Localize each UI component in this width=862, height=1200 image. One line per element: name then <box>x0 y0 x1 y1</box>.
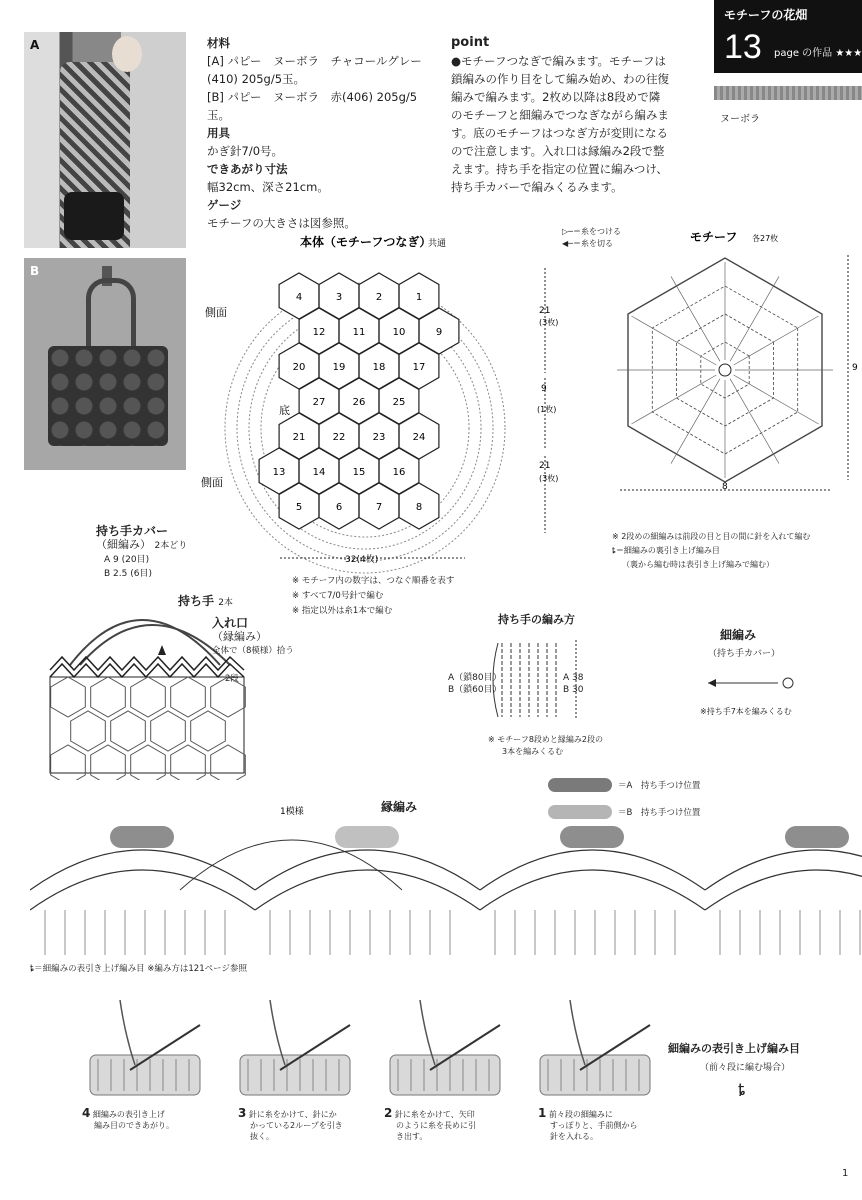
step-1-num: 1 <box>538 1106 547 1120</box>
motif-number: 2 <box>375 292 383 303</box>
steps-title: 細編みの表引き上げ編み目 <box>668 1042 800 1055</box>
handle-b-len: B 30 <box>563 685 584 695</box>
handle-note: 3本を編みくるむ <box>502 747 564 756</box>
opening-rows: 2段 <box>225 674 239 684</box>
motif-count: 各27枚 <box>752 234 779 243</box>
side-label-top: 側面 <box>205 306 227 319</box>
motif-number: 26 <box>352 397 366 408</box>
step-3-num: 3 <box>238 1106 247 1120</box>
motif-number: 13 <box>272 467 286 478</box>
pattern-label: 1模様 <box>280 807 304 817</box>
handle-position-band <box>110 826 174 848</box>
header-title: モチーフの花畑 <box>724 8 808 22</box>
photo-a-label: A <box>30 38 40 52</box>
motif-number: 1 <box>415 292 423 303</box>
motif-height: 9 <box>852 363 858 373</box>
handle-position-band <box>785 826 849 848</box>
photo-b <box>24 258 186 470</box>
sc-cover-note: ※持ち手7本を編みくるむ <box>700 707 792 716</box>
legend-a <box>548 778 700 792</box>
steps-group <box>90 1000 650 1095</box>
motif-number: 7 <box>375 502 383 513</box>
motif-number: 11 <box>352 327 366 338</box>
cut-icon <box>708 679 716 687</box>
bag-hex <box>51 745 86 780</box>
motif-number: 10 <box>392 327 406 338</box>
symbol-attach-text: ＝糸をつける <box>572 227 621 236</box>
bag-handles <box>70 620 230 665</box>
dim-mid: 9 <box>541 384 547 394</box>
bag-hex <box>71 711 106 751</box>
motif-number: 8 <box>415 502 423 513</box>
materials-line: [A] パピー ヌーボラ チャコールグレー <box>207 54 422 68</box>
edging-scallop <box>30 870 255 910</box>
motif-spoke <box>734 316 819 365</box>
materials-line: 玉。 <box>207 108 230 122</box>
motif-number: 24 <box>412 432 426 443</box>
bag-hex <box>211 745 246 780</box>
motif-width: 8 <box>722 482 728 492</box>
post-stitch-icon: ȶ <box>30 964 35 974</box>
handle-stitch-columns <box>493 643 556 717</box>
point-line: 編みで編みます。2枚め以降は8段めで隣 <box>451 90 661 104</box>
tools-heading: 用具 <box>207 126 230 140</box>
steps-illustrations <box>80 995 670 1105</box>
edging-scallop <box>705 870 862 910</box>
body-note: ※ モチーフ内の数字は、つなぐ順番を表す <box>292 576 455 586</box>
handle-cover-a: A 9 (20目) <box>104 555 150 565</box>
motif-spoke <box>671 276 720 361</box>
legend-a-text: ＝A 持ち手つけ位置 <box>618 781 701 791</box>
handle-b-chain: B（鎖60目） <box>448 685 502 695</box>
motif-spoke <box>730 379 779 464</box>
edging-chart <box>30 800 862 960</box>
body-note: ※ すべて7/0号針で編む <box>292 591 384 601</box>
photo-a <box>24 32 186 248</box>
handle-position-band <box>560 826 624 848</box>
steps-subtitle: （前々段に編む場合） <box>700 1063 791 1073</box>
motif-title: モチーフ <box>690 230 738 244</box>
edging-title: 縁編み <box>381 800 418 814</box>
bag-hex <box>91 745 126 780</box>
step-4-text: 編み目のできあがり。 <box>94 1121 174 1130</box>
materials-heading: 材料 <box>207 36 230 50</box>
motif-number: 17 <box>412 362 426 373</box>
step-3 <box>238 1108 343 1142</box>
step-1-text: 前々段の細編みに <box>548 1110 613 1119</box>
motif-spoke <box>671 379 720 464</box>
bag-hex <box>171 677 206 717</box>
bag-hex <box>51 677 86 717</box>
yarn-name: ヌーボラ <box>720 114 760 125</box>
step-1-text: すっぽりと、手前側から <box>550 1121 638 1130</box>
motif-note-2: ＝細編みの裏引き上げ編み目 <box>615 546 720 555</box>
step-1-marker-icon <box>783 678 793 688</box>
edging-note-text: ＝細編みの表引き上げ編み目 ※編み方は121ページ参照 <box>34 964 247 974</box>
handle-position-band <box>335 826 399 848</box>
header-page-number: 13 <box>724 28 762 66</box>
dim-mid-count: (1枚) <box>537 405 557 414</box>
header-page-suffix: page の作品 ★★★ <box>774 48 862 59</box>
page-num: 1 <box>842 1168 849 1179</box>
cut-icon: ◀─ <box>562 239 573 248</box>
handle-knitting-notes <box>488 734 603 758</box>
bag-hex <box>171 745 206 780</box>
photo-b-label: B <box>30 264 40 278</box>
handle-a-len: A 38 <box>563 673 584 683</box>
attach-icon: ▷─ <box>562 227 573 236</box>
point-heading: point <box>451 35 490 50</box>
body-chart-title-note: 共通 <box>428 239 447 249</box>
step-4-text: 細編みの表引き上げ <box>92 1110 165 1119</box>
motif-number: 9 <box>435 327 443 338</box>
motif-notes <box>612 530 810 572</box>
motif-number: 3 <box>335 292 343 303</box>
step-2-text: き出す。 <box>396 1132 428 1141</box>
step-2 <box>384 1108 476 1142</box>
motif-number: 15 <box>352 467 366 478</box>
bag-hex <box>111 711 146 751</box>
step-2-text: のように糸を長めに引 <box>396 1121 476 1130</box>
point-line: 鎖編みの作り目をして編み始め、わの往復 <box>451 72 670 86</box>
body-notes <box>292 574 454 619</box>
motif-number: 5 <box>295 502 303 513</box>
handle-count: 2本 <box>218 598 233 608</box>
point-line: す。底のモチーフはつなぎ方が変則になる <box>451 126 669 140</box>
materials-line: (410) 205g/5玉。 <box>207 72 306 86</box>
point-line: のモチーフと細編みでつなぎながら編みま <box>451 108 669 122</box>
motif-number: 16 <box>392 467 406 478</box>
side-label-bottom: 側面 <box>201 476 223 489</box>
dim-bottom: 21 <box>539 461 551 471</box>
materials-line: [B] パピー ヌーボラ 赤(406) 205g/5 <box>207 90 418 104</box>
legend-b-text: ＝B 持ち手つけ位置 <box>618 808 701 818</box>
body-chart-title: 本体（モチーフつなぎ） <box>300 235 432 249</box>
body-note: ※ 指定以外は糸1本で編む <box>292 606 393 616</box>
yarn-swatch <box>714 86 862 100</box>
bag-hex <box>191 711 226 751</box>
edging-scallop <box>705 850 862 890</box>
size-text: 幅32cm、深さ21cm。 <box>207 180 329 194</box>
motif-spoke <box>730 276 779 361</box>
motif-note <box>612 544 810 558</box>
opening-block <box>212 616 294 658</box>
body-chart <box>195 228 595 588</box>
handle-label <box>178 592 233 609</box>
motif-chart <box>600 225 862 575</box>
step-3-text: 抜く。 <box>250 1132 274 1141</box>
step-3-text: かっている2ループを引き <box>250 1121 343 1130</box>
handle-cover-title: 持ち手カバー <box>96 524 169 538</box>
handle-title: 持ち手 <box>178 594 215 608</box>
tools-text: かぎ針7/0号。 <box>207 144 284 158</box>
photo-b-bag <box>48 346 168 446</box>
photo-a-bag <box>64 192 124 240</box>
dim-top: 21 <box>539 306 551 316</box>
symbol-cut-text: ＝糸を切る <box>572 239 613 248</box>
bag-hex <box>131 745 166 780</box>
point-line: 持ち手カバーで編みくるみます。 <box>451 180 623 194</box>
bag-hex <box>131 677 166 717</box>
step-3-text: 針に糸をかけて、針にか <box>248 1110 337 1119</box>
step-4-num: 4 <box>82 1106 91 1120</box>
step-2-text: 針に糸をかけて、矢印 <box>394 1110 475 1119</box>
motif-note: ※ 2段めの細編みは前段の目と目の間に針を入れて編む <box>612 532 811 541</box>
motif-number: 27 <box>312 397 326 408</box>
size-heading: できあがり寸法 <box>207 162 288 176</box>
bag-hex-pattern <box>51 677 246 780</box>
handle-chain-labels <box>448 672 502 696</box>
handle-a-chain: A（鎖80目） <box>448 673 502 683</box>
edging-scallop <box>255 870 480 910</box>
opening-title: 入れ口 <box>212 616 249 630</box>
point-line: ●モチーフつなぎで編みます。モチーフは <box>451 54 666 68</box>
handle-length-labels <box>563 672 584 696</box>
motif-number: 6 <box>335 502 343 513</box>
motif-center-ring <box>719 364 731 376</box>
handle-cover-strands: 2本どり <box>154 541 188 551</box>
bottom-label: 底 <box>279 404 290 417</box>
motif-spoke <box>734 375 819 424</box>
bag-body <box>50 677 244 773</box>
motif-spoke <box>631 316 716 365</box>
photo-a-head <box>112 36 142 72</box>
opening-pickup: 全体で（8模様）拾う <box>212 646 294 656</box>
handle-cover-subtitle: （細編み） <box>96 538 151 551</box>
motif-number: 14 <box>312 467 326 478</box>
bag-hex <box>91 677 126 717</box>
gauge-text: モチーフの大きさは図参照。 <box>207 216 356 230</box>
edging-scallop <box>480 870 705 910</box>
header-box <box>714 0 862 73</box>
gauge-heading: ゲージ <box>207 198 242 212</box>
legend-a-swatch <box>548 778 612 792</box>
motif-number: 21 <box>292 432 306 443</box>
step-2-num: 2 <box>384 1106 393 1120</box>
motif-number: 4 <box>295 292 303 303</box>
step-1 <box>538 1108 638 1142</box>
materials-section <box>207 34 447 232</box>
motif-number: 18 <box>372 362 386 373</box>
handle-knitting-title: 持ち手の編み方 <box>498 613 575 626</box>
post-stitch-icon: ȶ <box>612 546 616 555</box>
bag-hex <box>151 711 186 751</box>
motif-number: 25 <box>392 397 406 408</box>
dim-top-count: (3枚) <box>539 318 559 327</box>
handle-cover-sub <box>96 538 187 553</box>
step-4 <box>82 1108 174 1131</box>
motif-diagram <box>617 258 833 482</box>
edging-pattern <box>30 826 862 955</box>
point-section <box>451 34 691 196</box>
handle-note: ※ モチーフ8段めと縁編み2段の <box>488 735 604 744</box>
point-line: えます。持ち手を指定の位置に編みつけ、 <box>451 162 668 176</box>
motif-number: 22 <box>332 432 346 443</box>
handle-cover-b: B 2.5 (6目) <box>104 569 152 579</box>
bag-diagram <box>40 585 300 780</box>
motif-number: 20 <box>292 362 306 373</box>
opening-arrow-icon <box>158 645 166 655</box>
hex-grid <box>259 273 459 529</box>
motif-spoke <box>631 375 716 424</box>
handle-cover-block <box>96 524 187 581</box>
point-line: ので注意します。入れ口は縁編み2段で整 <box>451 144 665 158</box>
motif-number: 12 <box>312 327 326 338</box>
sc-cover-diagram <box>700 668 800 698</box>
step-1-text: 針を入れる。 <box>550 1132 598 1141</box>
motif-number: 19 <box>332 362 346 373</box>
motif-number: 23 <box>372 432 386 443</box>
width-dim: 32(4枚) <box>345 555 379 565</box>
sc-cover-title: 細編み <box>720 628 757 642</box>
edging-note <box>30 962 247 974</box>
opening-subtitle: （縁編み） <box>212 630 267 643</box>
sc-cover-subtitle: （持ち手カバー） <box>708 649 781 659</box>
post-stitch-big-icon: ȶ <box>738 1080 746 1099</box>
motif-note: （裏から編む時は表引き上げ編みで編む） <box>622 560 774 569</box>
dim-bottom-count: (3枚) <box>539 474 559 483</box>
